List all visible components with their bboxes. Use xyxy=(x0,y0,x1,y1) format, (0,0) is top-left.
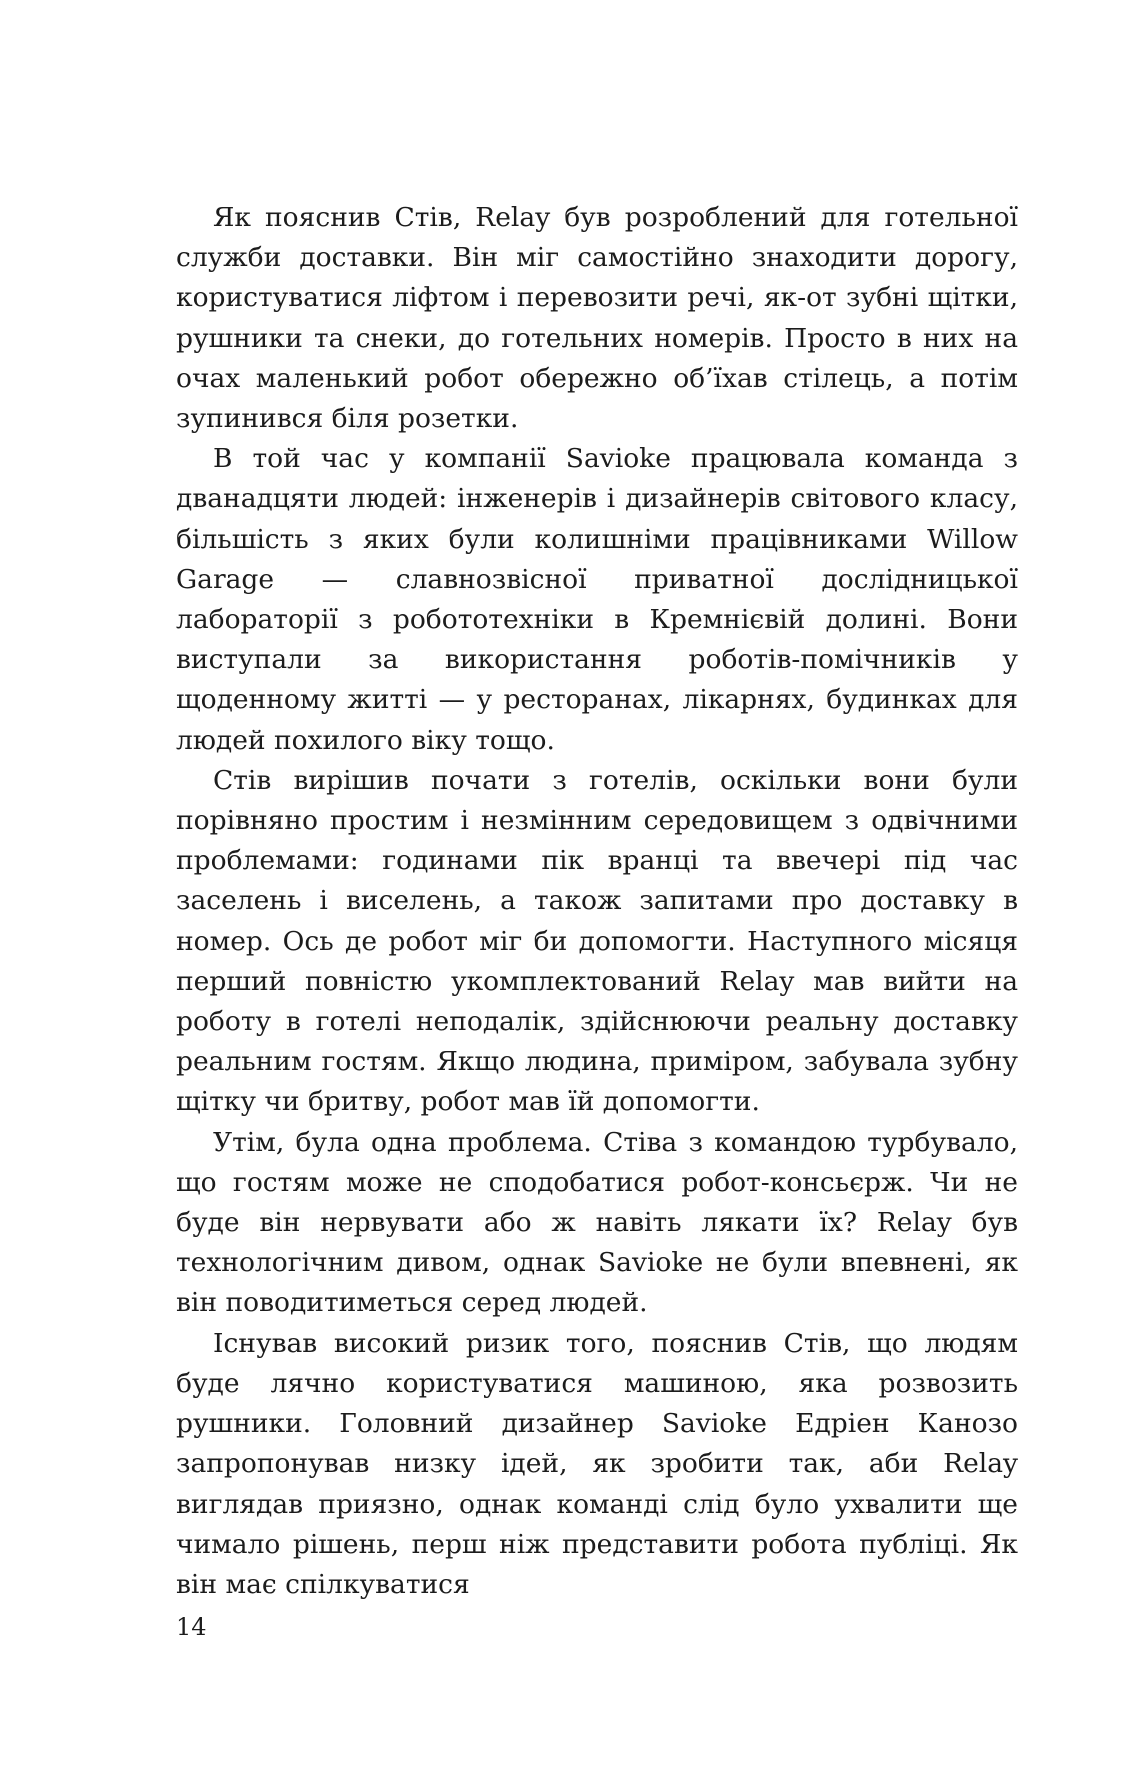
paragraph-2: В той час у компанії Savioke працювала команда з дванадцяти людей: інженерів і дизайнерів світового класу, більшість з яких були колишніми працівниками Willow Garage — славнозвісної приватної дослідницької лабораторії з робототехніки в Кремнієвій долині. Вони виступали за використання роботів-помічників у щоденному житті — у ресторанах, лікарнях, будинках для людей похилого віку тощо. xyxy=(176,443,1018,756)
page-number: 14 xyxy=(176,1613,207,1641)
body-text xyxy=(176,198,1018,1605)
paragraph-5: Існував високий ризик того, пояснив Стів, що людям буде лячно користуватися машиною, яка розвозить рушники. Головний дизайнер Savioke Едріен Канозо запропонував низку ідей, як зробити так, аби Relay виглядав приязно, однак команді слід було ухвалити ще чимало рішень, перш ніж представити робота публіці. Як він має спілкуватися xyxy=(176,1327,1018,1600)
paragraph-1: Як пояснив Стів, Relay був розроблений для готельної служби доставки. Він міг самостійно знаходити дорогу, користуватися ліфтом і перевозити речі, як-от зубні щітки, рушники та снеки, до готельних номерів. Просто в них на очах маленький робот обережно об’їхав стілець, а потім зупинився біля розетки. xyxy=(176,202,1018,435)
paragraph-3: Стів вирішив почати з готелів, оскільки вони були порівняно простим і незмінним середовищем з одвічними проблемами: годинами пік вранці та ввечері під час заселень і виселень, а також запитами про доставку в номер. Ось де робот міг би допомогти. Наступного місяця перший повністю укомплектований Relay мав вийти на роботу в готелі неподалік, здійснюючи реальну доставку реальним гостям. Якщо людина, приміром, забувала зубну щітку чи бритву, робот мав їй допомогти. xyxy=(176,764,1018,1118)
paragraph-4: Утім, була одна проблема. Стіва з командою турбувало, що гостям може не сподобатися робот-консьєрж. Чи не буде він нервувати або ж навіть лякати їх? Relay був технологічним дивом, однак Savioke не були впевнені, як він поводитиметься серед людей. xyxy=(176,1126,1018,1319)
